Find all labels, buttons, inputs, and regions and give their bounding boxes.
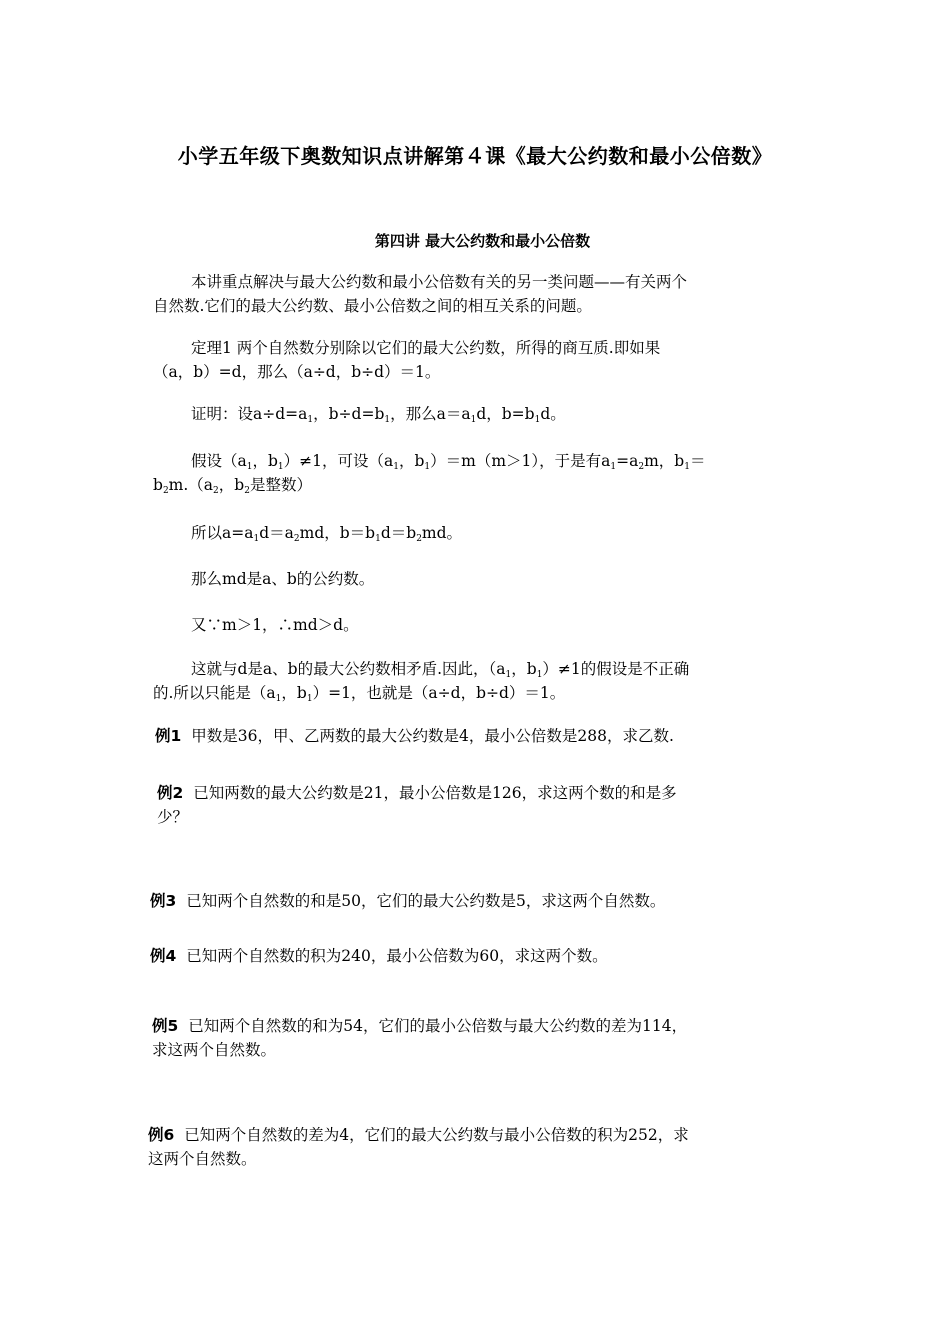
proof-assumption-line-2: $b_2m.(a_2$，$b_2$是整数） [153, 476, 312, 496]
proof-assumption-line-1: 假设（$a_1$，$b_1)\ne 1$，可设（$a_1$，$b_1)=m(m>1)$，于是有$a_1=a_2m$，$b_1=$ [191, 452, 706, 472]
page-title: 小学五年级下奥数知识点讲解第４课《最大公约数和最小公倍数》 [177, 144, 773, 168]
proof-line-5: 又∵m＞1，∴md＞d。 [191, 616, 359, 634]
proof-line-1: 证明：设$a\div d=a_1$，$b\div d=b_1$，那么$a=a_1d$，$b=b_1d$。 [191, 405, 566, 425]
intro-line-1: 本讲重点解决与最大公约数和最小公倍数有关的另一类问题——有关两个 [191, 273, 688, 291]
example-label: 例5 [152, 1017, 179, 1035]
intro-line-2: 自然数.它们的最大公约数、最小公倍数之间的相互关系的问题。 [153, 297, 592, 315]
example-2 [157, 781, 812, 829]
example-label: 例6 [148, 1126, 175, 1144]
example-text: 已知两个自然数的差为4，它们的最大公约数与最小公倍数的积为252，求 [184, 1126, 689, 1144]
example-text-line-2: 求这两个自然数。 [152, 1041, 277, 1059]
example-text: 甲数是36，甲、乙两数的最大公约数是4，最小公倍数是288，求乙数. [191, 727, 674, 745]
example-1 [155, 724, 810, 748]
proof-line-3: 所以$a=a_1d=a_2md$，$b=b_1d=b_2md$。 [191, 524, 463, 544]
example-text: 已知两个自然数的和是50，它们的最大公约数是5，求这两个自然数。 [186, 892, 666, 910]
theorem-paragraph [153, 336, 808, 384]
example-text: 已知两个自然数的和为54，它们的最小公倍数与最大公约数的差为114， [188, 1017, 688, 1035]
example-text: 已知两个自然数的积为240，最小公倍数为60，求这两个数。 [186, 947, 608, 965]
proof-conclusion [153, 657, 808, 705]
example-label: 例1 [155, 727, 182, 745]
proof-conclusion-line-2: 的.所以只能是（$a_1$，$b_1)=1$，也就是（a÷d，b÷d）＝1。 [153, 684, 566, 704]
example-3 [150, 889, 805, 913]
example-5 [152, 1014, 807, 1062]
proof-conclusion-line-1: 这就与d是a、b的最大公约数相矛盾.因此，（$a_1$，$b_1)\ne 1$的假设是不正确 [191, 660, 690, 680]
intro-paragraph [153, 270, 808, 318]
example-text-line-2: 这两个自然数。 [148, 1150, 257, 1168]
example-6 [148, 1123, 803, 1171]
theorem-line-2: （a，b）=d，那么（a÷d，b÷d）＝1。 [153, 363, 441, 381]
example-text: 已知两数的最大公约数是21，最小公倍数是126，求这两个数的和是多 [193, 784, 677, 802]
example-label: 例3 [150, 892, 177, 910]
example-text-line-2: 少？ [157, 808, 189, 826]
proof-assumption [153, 449, 808, 497]
example-4 [150, 944, 805, 968]
example-label: 例4 [150, 947, 177, 965]
theorem-line-1: 定理1 两个自然数分别除以它们的最大公约数，所得的商互质.即如果 [191, 339, 661, 357]
proof-line-4: 那么md是a、b的公约数。 [191, 570, 375, 588]
example-label: 例2 [157, 784, 184, 802]
lecture-title: 第四讲 最大公约数和最小公倍数 [374, 232, 591, 250]
